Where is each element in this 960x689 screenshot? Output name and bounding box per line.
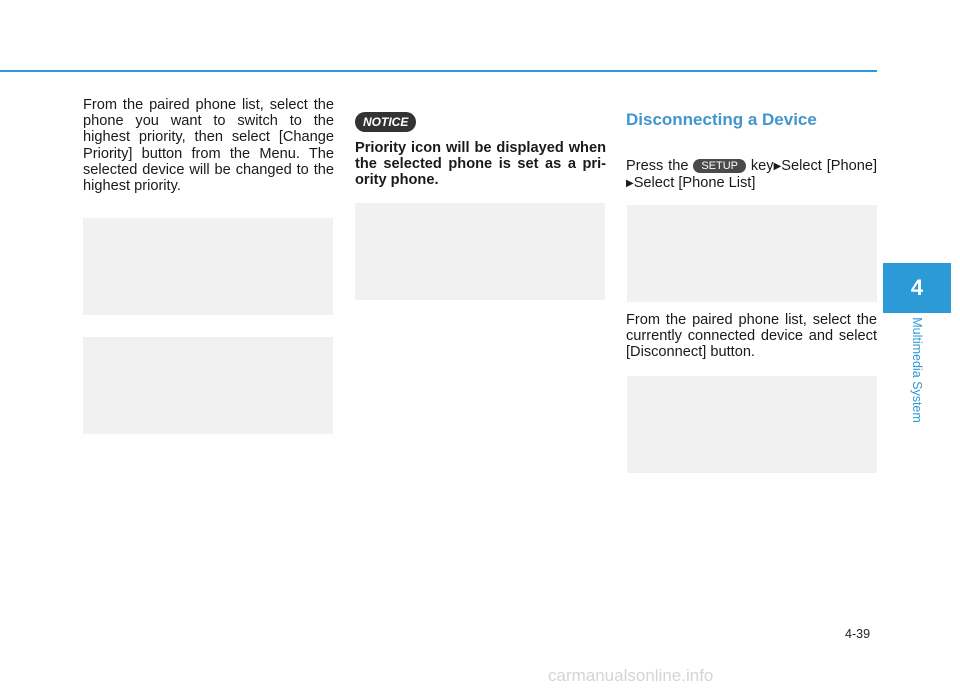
screenshot-placeholder-2 xyxy=(83,337,333,434)
screenshot-placeholder-4 xyxy=(627,205,877,302)
screenshot-placeholder-1 xyxy=(83,218,333,315)
arrow-right-icon: ▶ xyxy=(626,178,634,190)
arrow-right-icon: ▶ xyxy=(773,161,782,172)
press-prefix: Press the xyxy=(626,158,689,174)
header-rule xyxy=(0,70,877,72)
column-middle xyxy=(355,112,606,189)
setup-key-badge: SETUP xyxy=(693,159,746,173)
notice-badge: NOTICE xyxy=(355,112,416,132)
phone-menu: [Phone] xyxy=(826,158,878,174)
section-heading: Disconnecting a Device xyxy=(626,110,817,129)
column-right-lower xyxy=(626,312,877,361)
paragraph-change-priority: From the paired phone list, select the phone you want to switch to the highest priority, then select [Change Priority] button from the Menu. The selected device will be changed to the highest priority. xyxy=(83,97,334,195)
column-right xyxy=(626,110,877,192)
screenshot-placeholder-3 xyxy=(355,203,605,300)
screenshot-placeholder-5 xyxy=(627,376,877,473)
select-word: Select xyxy=(781,158,822,174)
chapter-title: Multimedia System xyxy=(910,317,924,423)
watermark: carmanualsonline.info xyxy=(548,666,714,685)
key-word: key xyxy=(750,158,774,174)
select-phone-list: Select [Phone List] xyxy=(633,175,756,192)
chapter-tab: 4 xyxy=(883,263,951,313)
notice-text: Priority icon will be displayed when the selected phone is set as a pri-ority phone. xyxy=(355,140,606,189)
column-left xyxy=(83,97,334,194)
paragraph-disconnect: From the paired phone list, select the currently connected device and select [Disconnect] button. xyxy=(626,312,877,361)
page-number: 4-39 xyxy=(845,627,871,641)
paragraph-press-setup xyxy=(626,158,877,192)
